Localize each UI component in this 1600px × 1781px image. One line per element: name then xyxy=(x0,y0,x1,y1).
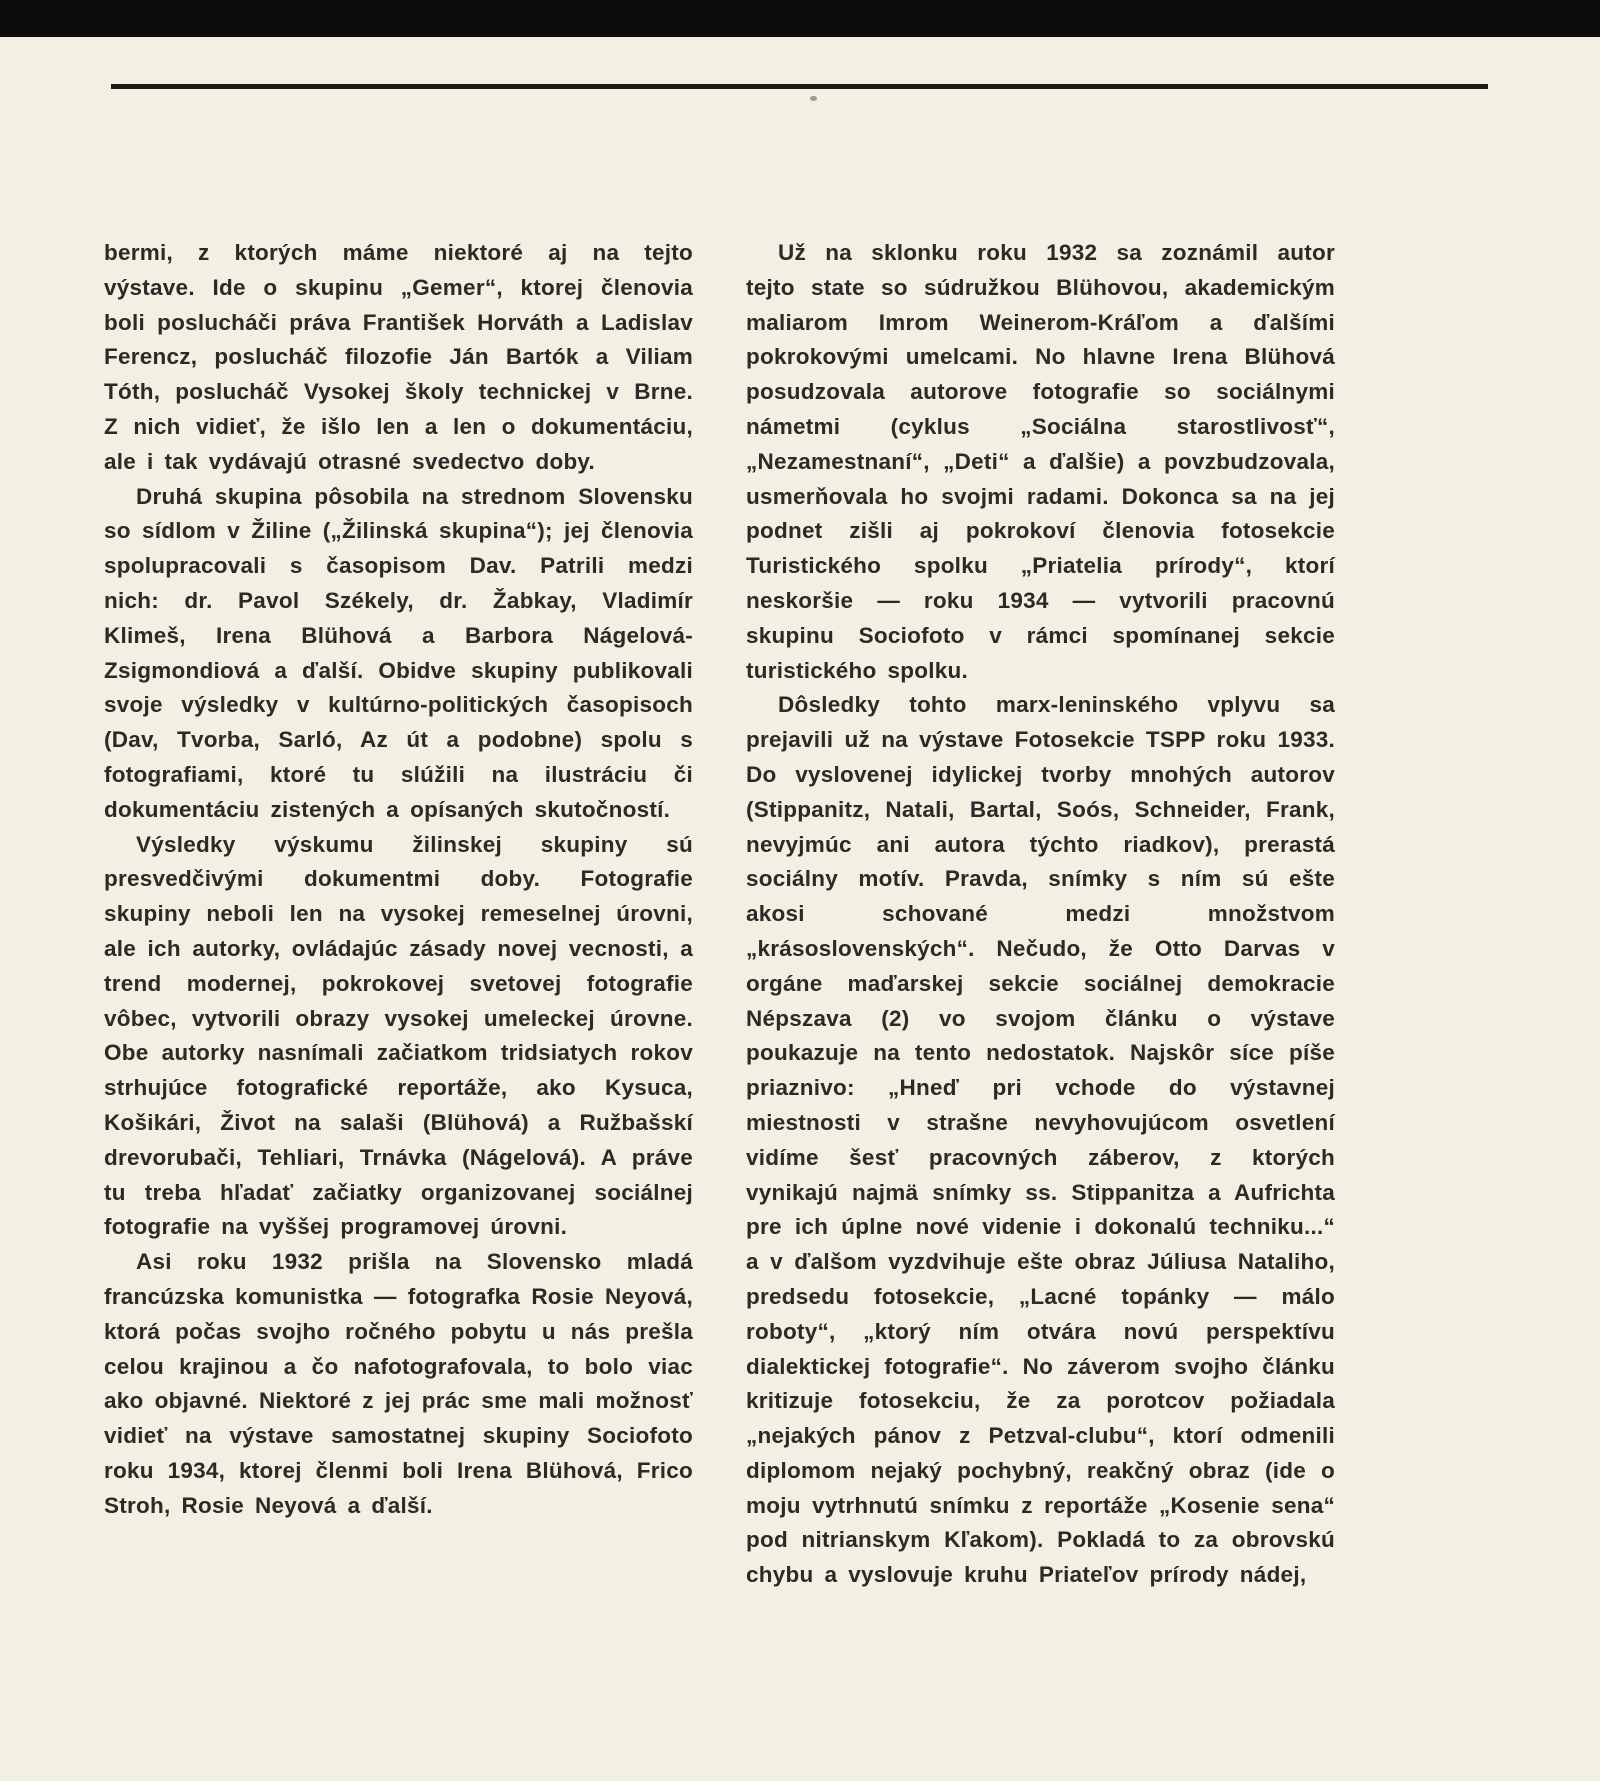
paragraph-right-1: Už na sklonku roku 1932 sa zoznámil autor tejto state so súdružkou Blühovou, akademickým maliarom Imrom Weinerom-Kráľom a ďalšími pokrokovými umelcami. No hlavne Irena Blühová posudzovala autorove fotografie so sociálnymi námetmi (cyklus „Sociálna starostlivosť“, „Nezamestnaní“, „Deti“ a ďalšie) a povzbudzovala, usmerňovala ho svojmi radami. Dokonca sa na jej podnet zišli aj pokrokoví členovia fotosekcie Turistického spolku „Priatelia prírody“, ktorí neskoršie — roku 1934 — vytvorili pracovnú skupinu Sociofoto v rámci spomínanej sekcie turistického spolku. xyxy=(746,240,1335,683)
paragraph-left-3: Výsledky výskumu žilinskej skupiny sú presvedčivými dokumentmi doby. Fotografie skupiny neboli len na vysokej remeselnej úrovni, ale ich autorky, ovládajúc zásady novej vecnosti, a trend modernej, pokrokovej svetovej fotografie vôbec, vytvorili obrazy vysokej umeleckej úrovne. Obe autorky nasnímali začiatkom tridsiatych rokov strhujúce fotografické reportáže, ako Kysuca, Košikári, Život na salaši (Blühová) a Ružbašskí drevorubači, Tehliari, Trnávka (Nágelová). A práve tu treba hľadať začiatky organizovanej sociálnej fotografie na vyššej programovej úrovni. xyxy=(104,831,693,1240)
paragraph-left-4: Asi roku 1932 prišla na Slovensko mladá francúzska komunistka — fotografka Rosie Neyová, ktorá počas svojho ročného pobytu u nás prešla celou krajinou a čo nafotografovala, to bolo viac ako objavné. Niektoré z jej prác sme mali možnosť vidieť na výstave samostatnej skupiny Sociofoto roku 1934, ktorej členmi boli Irena Blühová, Frico Stroh, Rosie Neyová a ďalší. xyxy=(104,1249,693,1518)
paragraph-left-1: bermi, z ktorých máme niektoré aj na tejto výstave. Ide o skupinu „Gemer“, ktorej členovia boli poslucháči práva František Horváth a Ladislav Ferencz, poslucháč filozofie Ján Bartók a Viliam Tóth, poslucháč Vysokej školy technickej v Brne. Z nich vidieť, že išlo len a len o dokumentáciu, ale i tak vydávajú otrasné svedectvo doby. xyxy=(104,240,693,474)
right-column xyxy=(746,236,1335,1593)
horizontal-rule xyxy=(111,84,1488,89)
scan-speck xyxy=(810,96,817,101)
text-columns xyxy=(104,236,1335,1593)
top-black-bar xyxy=(0,0,1600,37)
left-column xyxy=(104,236,693,1593)
paragraph-left-2: Druhá skupina pôsobila na strednom Slovensku so sídlom v Žiline („Žilinská skupina“); jej členovia spolupracovali s časopisom Dav. Patrili medzi nich: dr. Pavol Székely, dr. Žabkay, Vladimír Klimeš, Irena Blühová a Barbora Nágelová-Zsigmondiová a ďalší. Obidve skupiny publikovali svoje výsledky v kultúrno-politických časopisoch (Dav, Tvorba, Sarló, Az út a podobne) spolu s fotografiami, ktoré tu slúžili na ilustráciu či dokumentáciu zistených a opísaných skutočností. xyxy=(104,483,693,822)
paragraph-right-2: Dôsledky tohto marx-leninského vplyvu sa prejavili už na výstave Fotosekcie TSPP roku 1933. Do vyslovenej idylickej tvorby mnohých autorov (Stippanitz, Natali, Bartal, Soós, Schneider, Frank, nevyjmúc ani autora týchto riadkov), prerastá sociálny motív. Pravda, snímky s ním sú ešte akosi schované medzi množstvom „krásoslovenských“. Nečudo, že Otto Darvas v orgáne maďarskej sekcie sociálnej demokracie Népszava (2) vo svojom článku o výstave poukazuje na tento nedostatok. Najskôr síce píše priaznivo: „Hneď pri vchode do výstavnej miestnosti v strašne nevyhovujúcom osvetlení vidíme šesť pracovných záberov, z ktorých vynikajú najmä snímky ss. Stippanitza a Aufrichta pre ich úplne nové videnie i dokonalú techniku...“ a v ďalšom vyzdvihuje ešte obraz Júliusa Nataliho, predsedu fotosekcie, „Lacné topánky — málo roboty“, „ktorý ním otvára novú perspektívu dialektickej fotografie“. No záverom svojho článku kritizuje fotosekciu, že za porotcov požiadala „nejakých pánov z Petzval-clubu“, ktorí odmenili diplomom nejaký pochybný, reakčný obraz (ide o moju vytrhnutú snímku z reportáže „Kosenie sena“ pod nitrianskym Kľakom). Pokladá to za obrovskú chybu a vyslovuje kruhu Priateľov prírody nádej, xyxy=(746,692,1335,1588)
